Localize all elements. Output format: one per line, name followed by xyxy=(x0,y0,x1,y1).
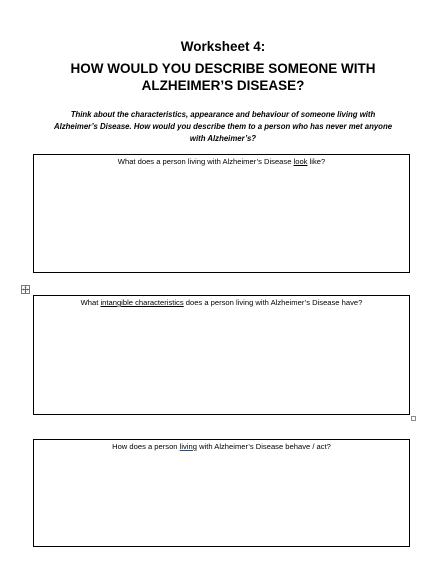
question-appearance xyxy=(34,157,409,167)
instructions-line-1: Think about the characteristics, appearance and behaviour of someone living with xyxy=(70,110,376,119)
question-text: does a person living with Alzheimer’s Disease have? xyxy=(183,298,363,307)
question-text: with Alzheimer’s Disease behave / act? xyxy=(196,442,331,451)
question-emphasis: living xyxy=(179,442,197,451)
question-behaviour xyxy=(34,442,409,452)
question-text: How does a person xyxy=(112,442,180,451)
question-text: What xyxy=(80,298,101,307)
instructions-line-3: with Alzheimer’s? xyxy=(189,134,257,143)
instructions-line-2: Alzheimer’s Disease. How would you describe them to a person who has never met anyone xyxy=(53,122,393,131)
question-characteristics xyxy=(34,298,409,308)
question-emphasis: look xyxy=(293,157,308,166)
worksheet-heading-line-1: HOW WOULD YOU DESCRIBE SOMEONE WITH xyxy=(70,61,376,76)
worksheet-heading-line-2: ALZHEIMER’S DISEASE? xyxy=(141,78,305,93)
answer-box-behaviour[interactable] xyxy=(33,439,410,547)
answer-box-appearance[interactable] xyxy=(33,154,410,273)
answer-box-characteristics[interactable] xyxy=(33,295,410,415)
question-text: like? xyxy=(307,157,326,166)
worksheet-number-title: Worksheet 4: xyxy=(180,39,266,54)
table-move-handle-icon[interactable] xyxy=(21,285,30,294)
question-text: What does a person living with Alzheimer’s Disease xyxy=(117,157,294,166)
question-emphasis: intangible characteristics xyxy=(100,298,184,307)
table-resize-handle-icon[interactable] xyxy=(411,416,416,421)
